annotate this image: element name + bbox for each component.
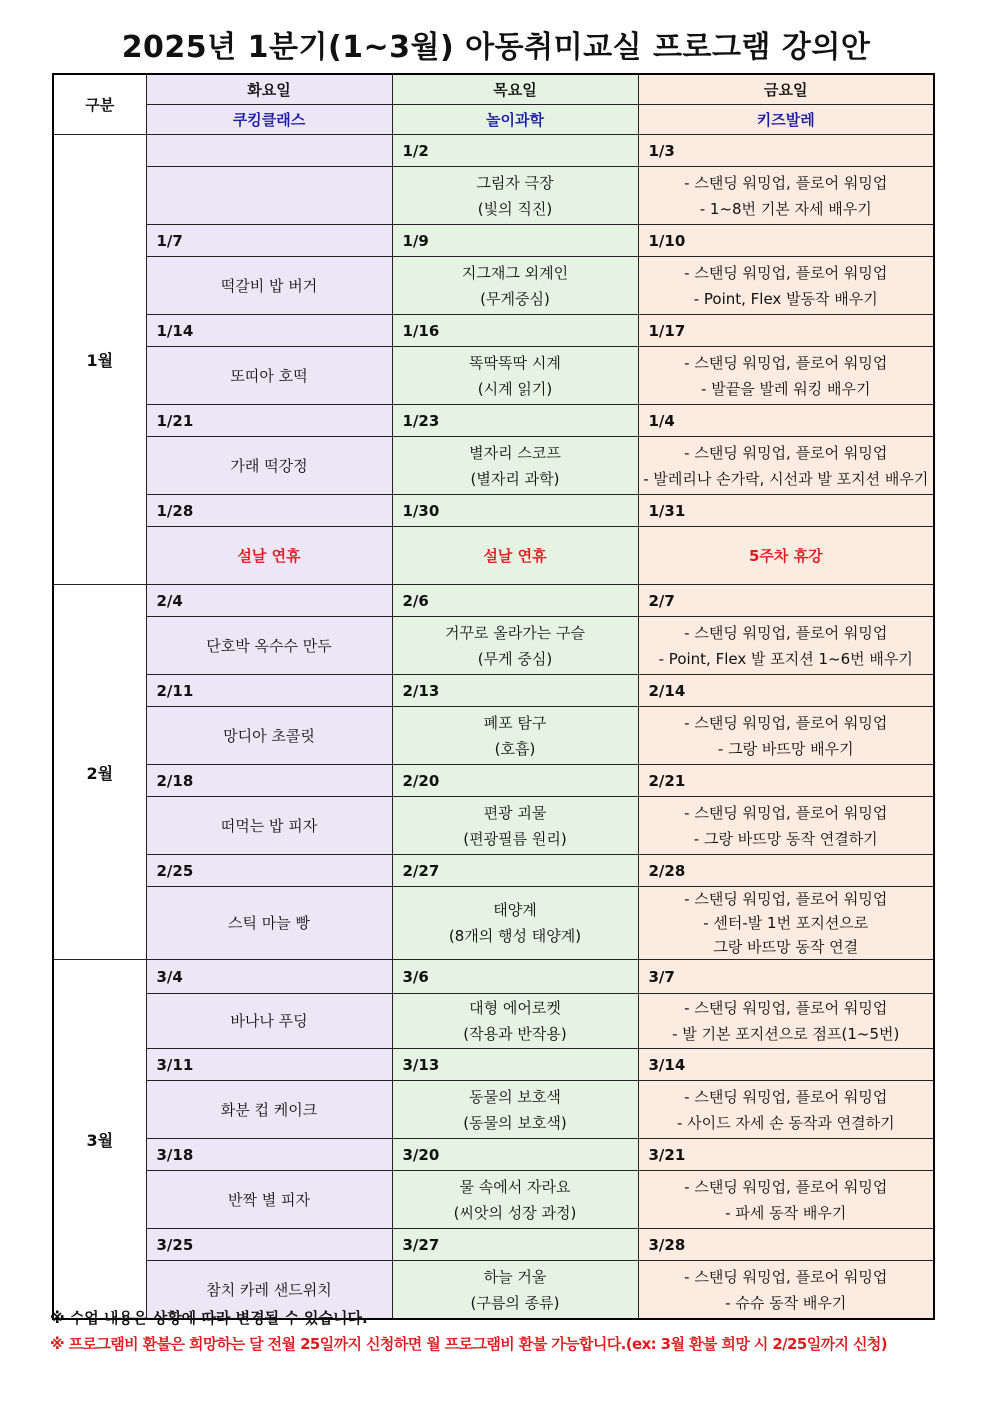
kids-ballet-topic-line: - 스탠딩 워밍업, 플로어 워밍업 — [684, 890, 888, 908]
tue-date — [146, 135, 392, 167]
content-row — [53, 797, 934, 855]
kids-ballet-topic-line: 그랑 바뜨망 동작 연결 — [713, 938, 859, 956]
play-science-topic — [392, 797, 638, 855]
tue-date: 1/7 — [146, 225, 392, 257]
fri-date: 1/10 — [638, 225, 934, 257]
thu-date: 2/20 — [392, 765, 638, 797]
cooking-class-topic — [146, 1081, 392, 1139]
play-science-topic-line: (씨앗의 성장 과정) — [453, 1203, 577, 1222]
fri-date: 1/31 — [638, 495, 934, 527]
kids-ballet-topic-line: - 스탠딩 워밍업, 플로어 워밍업 — [684, 353, 888, 372]
tue-date: 2/25 — [146, 855, 392, 887]
content-row — [53, 257, 934, 315]
day-header-thursday: 목요일 — [392, 74, 638, 105]
content-row — [53, 347, 934, 405]
play-science-topic — [392, 437, 638, 495]
date-row — [53, 855, 934, 887]
cooking-class-topic-line: 바나나 푸딩 — [230, 1012, 308, 1030]
kids-ballet-topic-line: - 스탠딩 워밍업, 플로어 워밍업 — [684, 999, 888, 1017]
program-kids-ballet: 키즈발레 — [638, 105, 934, 135]
kids-ballet-topic-line: - 사이드 자세 손 동작과 연결하기 — [676, 1113, 895, 1132]
thu-date: 1/30 — [392, 495, 638, 527]
kids-ballet-topic-line: - 스탠딩 워밍업, 플로어 워밍업 — [684, 1177, 888, 1196]
play-science-topic-line: (시계 읽기) — [477, 379, 553, 398]
tue-date: 1/28 — [146, 495, 392, 527]
cooking-class-topic — [146, 887, 392, 960]
fri-date: 1/17 — [638, 315, 934, 347]
cooking-class-topic — [146, 707, 392, 765]
cooking-class-topic-line: 떡갈비 밥 버거 — [220, 276, 318, 295]
date-row — [53, 1229, 934, 1261]
tue-date: 2/18 — [146, 765, 392, 797]
date-row — [53, 1049, 934, 1081]
content-row — [53, 887, 934, 960]
play-science-topic-line: 편광 괴물 — [483, 803, 547, 822]
kids-ballet-topic-line: - 스탠딩 워밍업, 플로어 워밍업 — [684, 1087, 888, 1106]
cooking-class-topic — [146, 797, 392, 855]
thu-date: 1/9 — [392, 225, 638, 257]
play-science-topic-line: (별자리 과학) — [470, 469, 560, 488]
program-cooking-class: 쿠킹클래스 — [146, 105, 392, 135]
tue-date: 3/25 — [146, 1229, 392, 1261]
cooking-class-topic-line: 가래 떡강정 — [230, 456, 308, 475]
fri-date: 2/14 — [638, 675, 934, 707]
date-row — [53, 1139, 934, 1171]
play-science-topic-line: (작용과 반작용) — [463, 1025, 567, 1043]
kids-ballet-topic-line: - 그랑 바뜨망 배우기 — [717, 739, 854, 758]
play-science-topic-line: 대형 에어로켓 — [469, 999, 561, 1017]
play-science-topic-line: (구름의 종류) — [470, 1293, 560, 1312]
day-header-row — [53, 74, 934, 105]
month-label: 3월 — [53, 960, 146, 1320]
date-row — [53, 675, 934, 707]
date-row — [53, 135, 934, 167]
kids-ballet-topic-line: - 스탠딩 워밍업, 플로어 워밍업 — [684, 263, 888, 282]
page-title: 2025년 1분기(1~3월) 아동취미교실 프로그램 강의안 — [121, 30, 871, 65]
content-row — [53, 707, 934, 765]
cooking-class-topic-line: 망디아 초콜릿 — [223, 726, 315, 745]
thu-date: 1/23 — [392, 405, 638, 437]
kids-ballet-topic — [638, 167, 934, 225]
fri-date: 1/4 — [638, 405, 934, 437]
play-science-topic-line: 물 속에서 자라요 — [459, 1177, 571, 1196]
cooking-class-topic-line: 스틱 마늘 빵 — [228, 914, 310, 932]
cooking-class-topic-line: 설날 연휴 — [237, 546, 301, 565]
fri-date: 2/7 — [638, 585, 934, 617]
kids-ballet-topic-line: - 스탠딩 워밍업, 플로어 워밍업 — [684, 713, 888, 732]
play-science-topic-line: (편광필름 원리) — [463, 829, 567, 848]
kids-ballet-topic-line: - 1~8번 기본 자세 배우기 — [699, 199, 872, 218]
thu-date: 2/13 — [392, 675, 638, 707]
play-science-topic — [392, 707, 638, 765]
play-science-topic-line: (무게 중심) — [477, 649, 553, 668]
kids-ballet-topic-line: - 스탠딩 워밍업, 플로어 워밍업 — [684, 623, 888, 642]
cooking-class-topic — [146, 347, 392, 405]
kids-ballet-topic — [638, 347, 934, 405]
schedule-table — [52, 73, 935, 1320]
thu-date: 3/27 — [392, 1229, 638, 1261]
tue-date: 3/11 — [146, 1049, 392, 1081]
tue-date: 1/14 — [146, 315, 392, 347]
content-row — [53, 437, 934, 495]
kids-ballet-topic — [638, 437, 934, 495]
cooking-class-topic — [146, 994, 392, 1049]
play-science-topic-line: 거꾸로 올라가는 구슬 — [445, 623, 585, 642]
thu-date: 3/20 — [392, 1139, 638, 1171]
play-science-topic-line: (호흡) — [494, 739, 536, 758]
cooking-class-topic-line: 반짝 별 피자 — [228, 1190, 310, 1209]
kids-ballet-topic-line: - 발레리나 손가락, 시선과 발 포지션 배우기 — [643, 469, 929, 488]
content-row — [53, 167, 934, 225]
program-play-science: 놀이과학 — [392, 105, 638, 135]
cooking-class-topic — [146, 617, 392, 675]
kids-ballet-topic — [638, 887, 934, 960]
thu-date: 1/16 — [392, 315, 638, 347]
tue-date: 2/11 — [146, 675, 392, 707]
play-science-topic — [392, 1171, 638, 1229]
cooking-class-topic — [146, 1171, 392, 1229]
fri-date: 2/28 — [638, 855, 934, 887]
kids-ballet-topic-line: - 파세 동작 배우기 — [725, 1203, 847, 1222]
notice-change: ※ 수업 내용은 상황에 따라 변경될 수 있습니다. — [50, 1309, 368, 1327]
play-science-topic — [392, 167, 638, 225]
play-science-topic-line: (8개의 행성 태양계) — [448, 927, 582, 945]
kids-ballet-topic-line: - 스탠딩 워밍업, 플로어 워밍업 — [684, 173, 888, 192]
fri-date: 3/7 — [638, 960, 934, 994]
cooking-class-topic — [146, 437, 392, 495]
play-science-topic-line: (무게중심) — [480, 289, 550, 308]
content-row — [53, 1081, 934, 1139]
day-header-tuesday: 화요일 — [146, 74, 392, 105]
kids-ballet-topic-line: - 스탠딩 워밍업, 플로어 워밍업 — [684, 443, 888, 462]
thu-date: 2/6 — [392, 585, 638, 617]
kids-ballet-topic-line: - Point, Flex 발동작 배우기 — [693, 289, 878, 308]
play-science-topic-line: 동물의 보호색 — [469, 1087, 561, 1106]
kids-ballet-topic — [638, 994, 934, 1049]
kids-ballet-topic — [638, 527, 934, 585]
cooking-class-topic-line: 화분 컵 케이크 — [220, 1100, 318, 1119]
play-science-topic — [392, 994, 638, 1049]
play-science-topic-line: 하늘 거울 — [483, 1267, 547, 1286]
kids-ballet-topic — [638, 1171, 934, 1229]
date-row — [53, 315, 934, 347]
date-row — [53, 495, 934, 527]
program-header-row — [53, 105, 934, 135]
tue-date: 2/4 — [146, 585, 392, 617]
thu-date: 3/13 — [392, 1049, 638, 1081]
kids-ballet-topic — [638, 1081, 934, 1139]
month-label: 1월 — [53, 135, 146, 585]
kids-ballet-topic — [638, 797, 934, 855]
month-label: 2월 — [53, 585, 146, 960]
date-row — [53, 960, 934, 994]
content-row — [53, 527, 934, 585]
play-science-topic — [392, 257, 638, 315]
tue-date: 3/4 — [146, 960, 392, 994]
play-science-topic-line: 똑딱똑딱 시계 — [469, 353, 561, 372]
play-science-topic-line: 태양계 — [493, 901, 537, 919]
cooking-class-topic-line: 단호박 옥수수 만두 — [206, 636, 332, 655]
kids-ballet-topic-line: 5주차 휴강 — [748, 546, 823, 565]
play-science-topic-line: 별자리 스코프 — [469, 443, 561, 462]
cooking-class-topic-line: 떠먹는 밥 피자 — [220, 816, 318, 835]
fri-date: 3/21 — [638, 1139, 934, 1171]
kids-ballet-topic-line: - 발 기본 포지션으로 점프(1~5번) — [672, 1025, 900, 1043]
kids-ballet-topic-line: - 그랑 바뜨망 동작 연결하기 — [693, 829, 878, 848]
play-science-topic — [392, 347, 638, 405]
cooking-class-topic — [146, 167, 392, 225]
play-science-topic-line: 지그재그 외계인 — [461, 263, 569, 282]
day-header-friday: 금요일 — [638, 74, 934, 105]
fri-date: 2/21 — [638, 765, 934, 797]
tue-date: 1/21 — [146, 405, 392, 437]
play-science-topic — [392, 527, 638, 585]
play-science-topic — [392, 617, 638, 675]
play-science-topic — [392, 887, 638, 960]
content-row — [53, 1171, 934, 1229]
date-row — [53, 225, 934, 257]
content-row — [53, 994, 934, 1049]
play-science-topic-line: 폐포 탐구 — [483, 713, 547, 732]
cooking-class-topic — [146, 527, 392, 585]
date-row — [53, 405, 934, 437]
play-science-topic — [392, 1261, 638, 1320]
play-science-topic-line: (동물의 보호색) — [463, 1113, 567, 1132]
kids-ballet-topic-line: - 발끝을 발레 워킹 배우기 — [701, 379, 871, 398]
kids-ballet-topic — [638, 707, 934, 765]
date-row — [53, 765, 934, 797]
fri-date: 3/14 — [638, 1049, 934, 1081]
content-row — [53, 617, 934, 675]
kids-ballet-topic-line: - 스탠딩 워밍업, 플로어 워밍업 — [684, 1267, 888, 1286]
kids-ballet-topic — [638, 1261, 934, 1320]
category-header: 구분 — [53, 74, 146, 135]
cooking-class-topic — [146, 257, 392, 315]
thu-date: 1/2 — [392, 135, 638, 167]
kids-ballet-topic-line: - 센터-발 1번 포지션으로 — [703, 914, 869, 932]
fri-date: 1/3 — [638, 135, 934, 167]
play-science-topic — [392, 1081, 638, 1139]
cooking-class-topic-line: 참치 카레 샌드위치 — [206, 1280, 332, 1299]
kids-ballet-topic — [638, 617, 934, 675]
thu-date: 3/6 — [392, 960, 638, 994]
tue-date: 3/18 — [146, 1139, 392, 1171]
kids-ballet-topic-line: - Point, Flex 발 포지션 1~6번 배우기 — [658, 649, 913, 668]
cooking-class-topic-line: 또띠아 호떡 — [230, 366, 308, 385]
play-science-topic-line: 설날 연휴 — [483, 546, 547, 565]
kids-ballet-topic-line: - 슈슈 동작 배우기 — [725, 1293, 847, 1312]
kids-ballet-topic — [638, 257, 934, 315]
play-science-topic-line: 그림자 극장 — [476, 173, 554, 192]
fri-date: 3/28 — [638, 1229, 934, 1261]
notice-refund: ※ 프로그램비 환불은 희망하는 달 전월 25일까지 신청하면 월 프로그램비 환불 가능합니다.(ex: 3월 환불 희망 시 2/25일까지 신청) — [50, 1335, 888, 1353]
date-row — [53, 585, 934, 617]
kids-ballet-topic-line: - 스탠딩 워밍업, 플로어 워밍업 — [684, 803, 888, 822]
thu-date: 2/27 — [392, 855, 638, 887]
play-science-topic-line: (빛의 직진) — [477, 199, 553, 218]
